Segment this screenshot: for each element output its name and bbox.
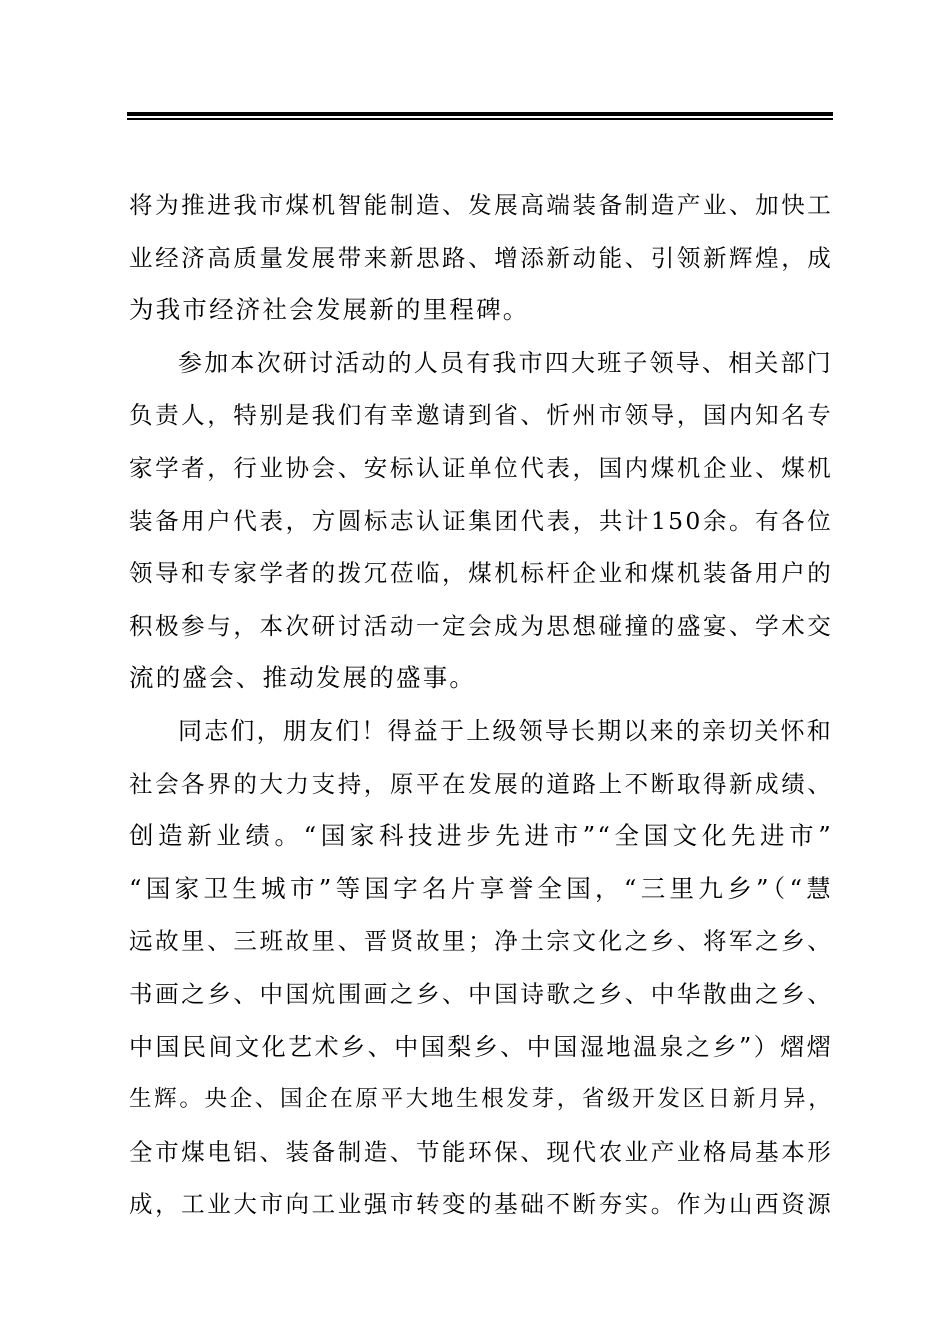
text-line: 生辉。央企、国企在原平大地生根发芽，省级开发区日新月异，	[129, 1086, 833, 1113]
header-double-rule	[127, 112, 833, 120]
text-line: 装备用户代表，方圆标志认证集团代表，共计150余。有各位	[129, 506, 833, 535]
text-line: 业经济高质量发展带来新思路、增添新动能、引领新辉煌，成	[129, 243, 833, 272]
text-line: 领导和专家学者的拨冗莅临，煤机标杆企业和煤机装备用户的	[129, 559, 833, 588]
text-line: 积极参与，本次研讨活动一定会成为思想碰撞的盛宴、学术交	[129, 611, 833, 640]
text-line: 同志们，朋友们！得益于上级领导长期以来的亲切关怀和	[178, 716, 833, 745]
text-line: 全市煤电铝、装备制造、节能环保、现代农业产业格局基本形	[129, 1137, 833, 1166]
text-line: 书画之乡、中国炕围画之乡、中国诗歌之乡、中华散曲之乡、	[129, 979, 833, 1008]
body-text	[129, 179, 833, 1231]
text-line: 流的盛会、推动发展的盛事。	[129, 663, 477, 693]
text-line: 参加本次研讨活动的人员有我市四大班子领导、相关部门	[178, 348, 833, 377]
text-line: 将为推进我市煤机智能制造、发展高端装备制造产业、加快工	[129, 191, 833, 219]
text-line: “国家卫生城市”等国字名片享誉全国，“三里九乡”（“慧	[129, 873, 833, 903]
text-line: 家学者，行业协会、安标认证单位代表，国内煤机企业、煤机	[129, 453, 833, 482]
text-line: 远故里、三班故里、晋贤故里；净土宗文化之乡、将军之乡、	[129, 927, 833, 956]
text-line: 成，工业大市向工业强市转变的基础不断夯实。作为山西资源	[129, 1190, 833, 1219]
text-line: 中国民间文化艺术乡、中国梨乡、中国湿地温泉之乡”）熠熠	[129, 1032, 833, 1061]
text-line: 创造新业绩。“国家科技进步先进市”“全国文化先进市”	[129, 821, 833, 851]
text-line: 社会各界的大力支持，原平在发展的道路上不断取得新成绩、	[129, 769, 833, 798]
header-rule-thin	[127, 118, 833, 120]
header-rule-thick	[127, 112, 833, 116]
text-line: 负责人，特别是我们有幸邀请到省、忻州市领导，国内知名专	[129, 401, 833, 430]
paragraph	[129, 337, 833, 705]
paragraph	[129, 179, 833, 337]
text-line: 为我市经济社会发展新的里程碑。	[129, 295, 530, 325]
paragraph	[129, 705, 833, 1231]
